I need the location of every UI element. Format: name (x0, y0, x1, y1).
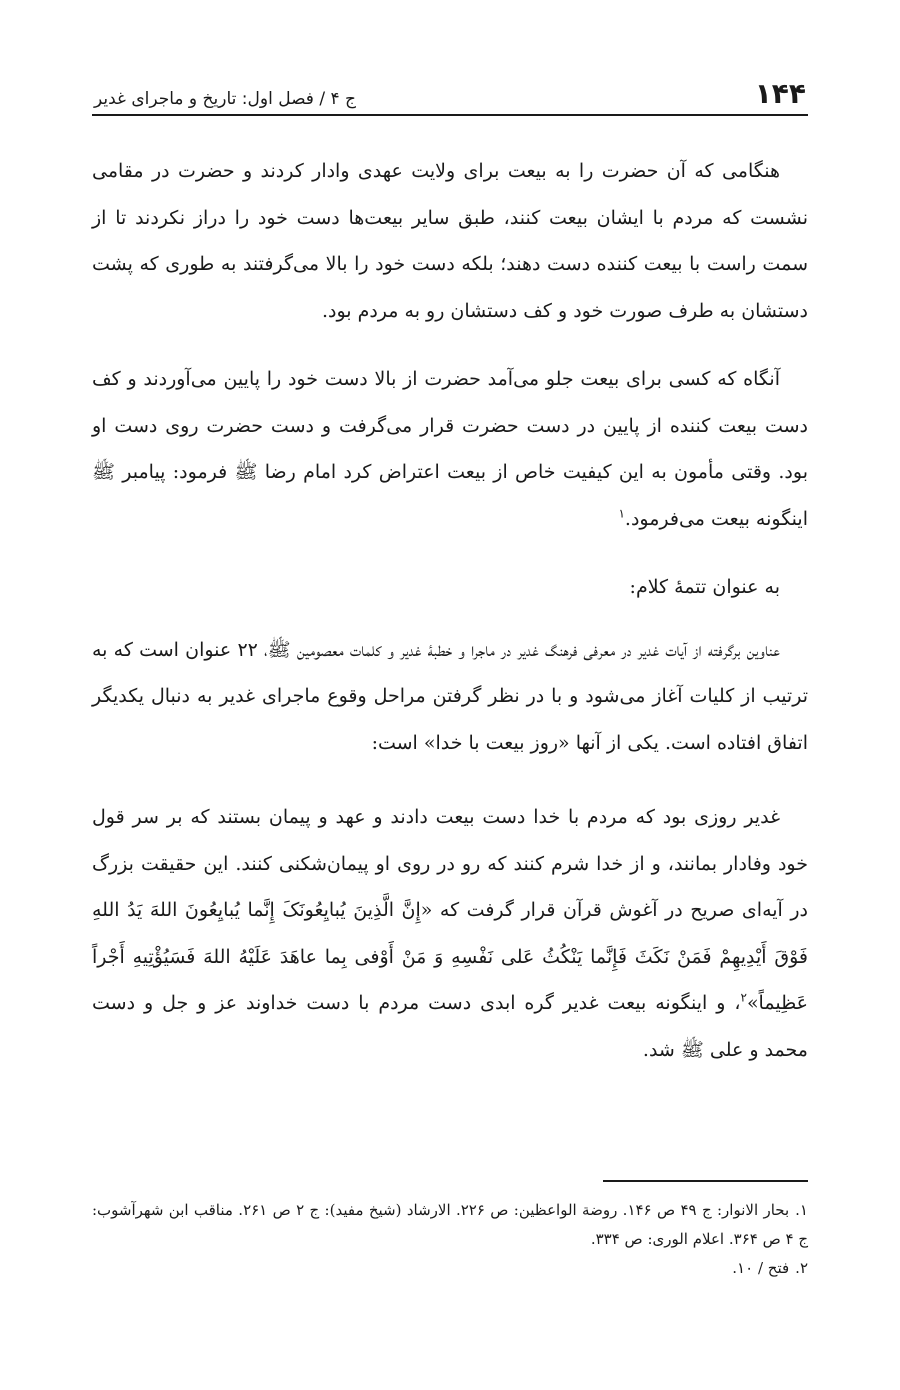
footnote-2-text: فتح / ۱۰. (732, 1259, 790, 1277)
paragraph-4 (92, 627, 808, 767)
footnote-2-mark: ۲. (795, 1259, 808, 1277)
footnote-1 (92, 1196, 808, 1254)
paragraph-3-text: به عنوان تتمهٔ کلام: (629, 576, 780, 598)
paragraph-5 (92, 794, 808, 1073)
paragraph-1 (92, 148, 808, 334)
paragraph-4-text: عناوین برگرفته از آیات غدیر در معرفی فرهنگ غدیر در ماجرا و خطبهٔ غدیر و کلمات معصومین ﷺ، ۲۲ عنوان است که به ترتیب از کلیات آغاز می‌شود و با در نظر گرفتن مراحل وقوع ماجرای غدیر به دنبال یکدیگر اتفاق افتاده است. یکی از آنها «روز بیعت با خدا» است: (92, 638, 808, 754)
footnotes (92, 1196, 808, 1283)
paragraph-5-text: غدیر روزی بود که مردم با خدا دست بیعت دادند و عهد و پیمان بستند که بر سر قول خود وفادار بمانند، و از خدا شرم کنند که رو در روی او پیمان‌شکنی کنند. این حقیقت بزرگ در آیه‌ای صریح در آغوش قرآن قرار گرفت که «إِنَّ الَّذِینَ یُبایِعُونَکَ إِنَّما یُبایِعُونَ اللهَ یَدُ اللهِ فَوْقَ أَیْدِیهِمْ فَمَنْ نَکَثَ فَإِنَّما یَنْکُثُ عَلی نَفْسِهِ وَ مَنْ أَوْفی بِما عاهَدَ عَلَیْهُ اللهَ فَسَیُؤْتِیهِ أَجْراً عَظِیماً» (92, 806, 808, 1014)
running-title: ج ۴ / فصل اول: تاریخ و ماجرای غدیر (94, 89, 357, 109)
page (92, 60, 808, 1095)
paragraph-5-continuation: ، و اینگونه بیعت غدیر گره ابدی دست مردم با دست خداوند عز و جل و دست محمد و علی ﷺ شد. (92, 992, 808, 1061)
footnote-ref-2[interactable]: ۲ (740, 990, 747, 1005)
footnote-2 (92, 1254, 808, 1283)
paragraph-3 (92, 564, 808, 611)
body-text (92, 148, 808, 1073)
footnote-1-text: بحار الانوار: ج ۴۹ ص ۱۴۶. روضة الواعظین: ص ۲۲۶. الارشاد (شیخ مفید): ج ۲ ص ۲۶۱. مناقب ابن شهرآشوب: ج ۴ ص ۳۶۴. اعلام الوری: ص ۳۳۴. (92, 1201, 808, 1248)
footnote-divider (603, 1180, 808, 1182)
page-header (92, 60, 808, 116)
paragraph-2-text: آنگاه که کسی برای بیعت جلو می‌آمد حضرت از بالا دست خود را پایین می‌آوردند و کف دست بیعت کننده از پایین در دست حضرت قرار می‌گرفت و دست حضرت روی دست او بود. وقتی مأمون به این کیفیت خاص از بیعت اعتراض کرد امام رضا ﷺ فرمود: پیامبر ﷺ اینگونه بیعت می‌فرمود. (92, 368, 808, 530)
page-number: ۱۴۴ (754, 77, 806, 110)
paragraph-2 (92, 356, 808, 542)
paragraph-1-text: هنگامی که آن حضرت را به بیعت برای ولایت عهدی وادار کردند و حضرت در مقامی نشست که مردم با ایشان بیعت کنند، طبق سایر بیعت‌ها دست خود را دراز نکردند تا از سمت راست با بیعت کننده دست دهند؛ بلکه دست خود را بالا می‌گرفتند به طوری که پشت دستشان به طرف صورت خود و کف دستشان رو به مردم بود. (92, 160, 808, 322)
footnote-ref-1[interactable]: ۱ (618, 506, 625, 521)
footnote-1-mark: ۱. (795, 1201, 808, 1219)
